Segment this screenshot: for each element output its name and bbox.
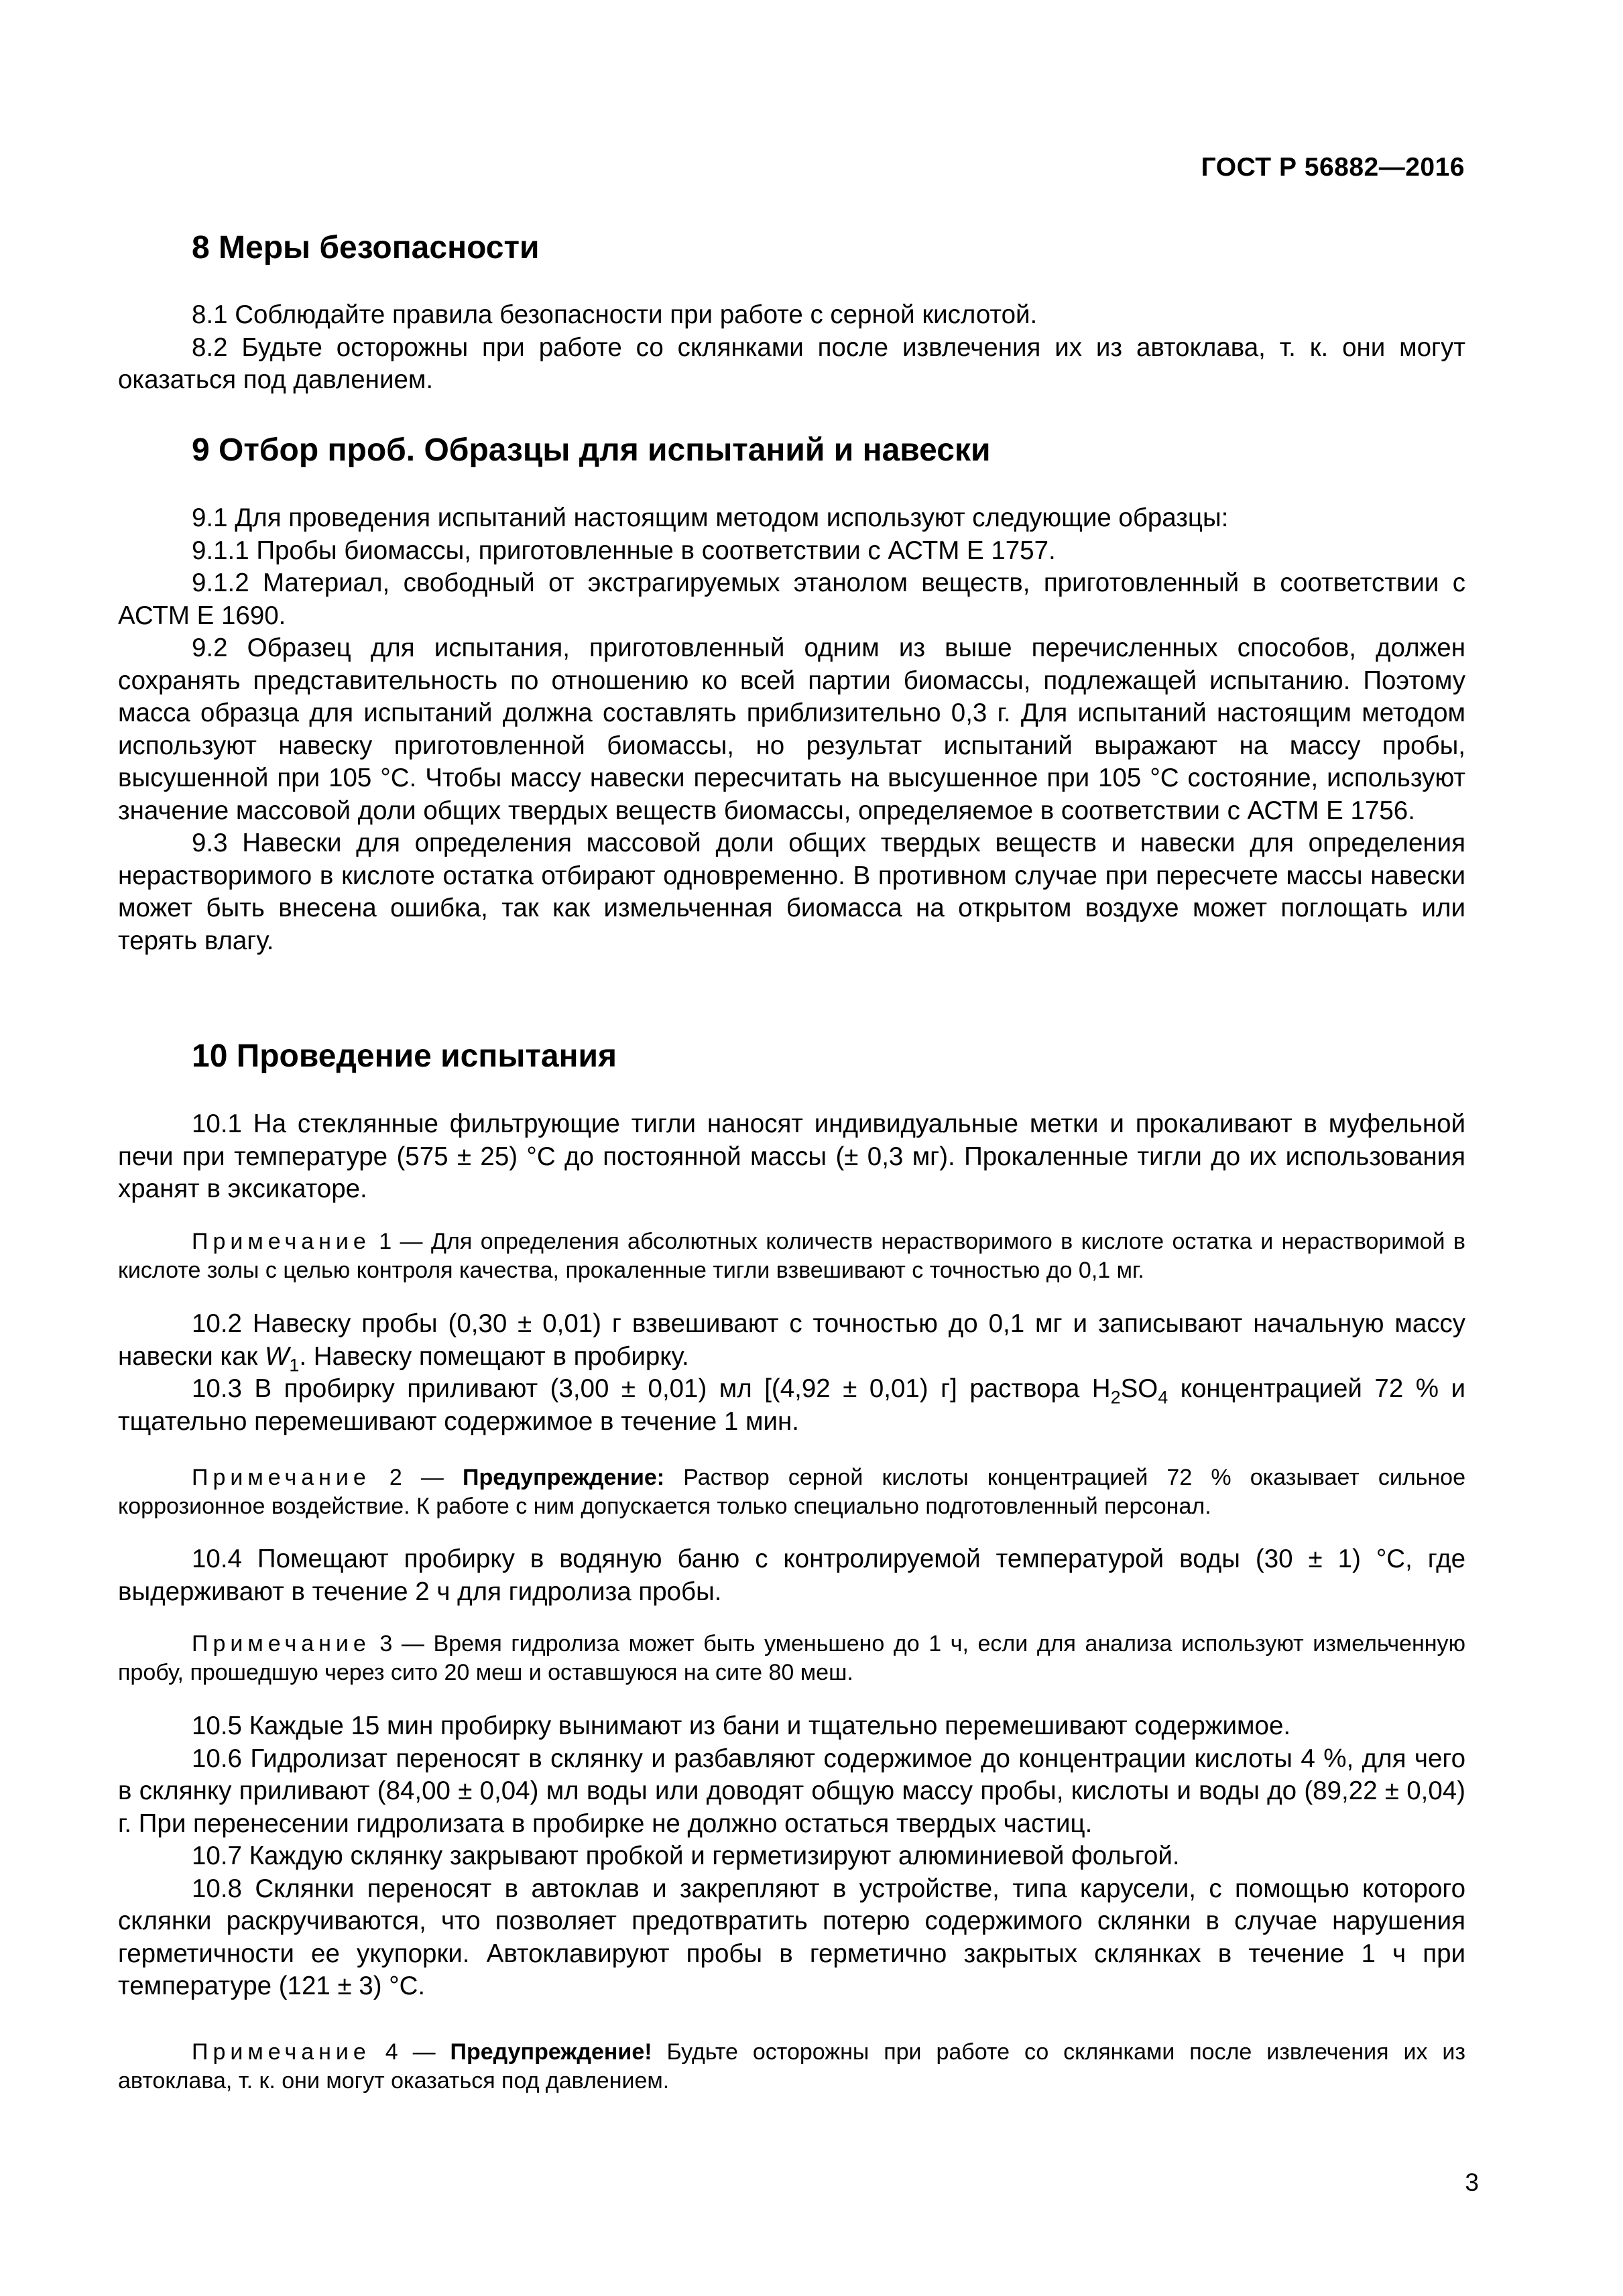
section-9-title: 9 Отбор проб. Образцы для испытаний и навески [192, 432, 991, 468]
section-9 [118, 430, 1465, 471]
paragraph-9-3: 9.3 Навески для определения массовой доли общих твердых веществ и навески для определения нерастворимого в кислоте остатка отбирают одновременно. В противном случае при пересчете массы навески может быть внесена ошибка, так как измельченная биомасса на открытом воздухе может поглощать или терять влагу. [118, 829, 1465, 955]
note-1 [118, 1227, 1465, 1285]
section-8-body [118, 299, 1465, 397]
note-4-warning: Предупреждение! [450, 2039, 652, 2065]
paragraph-8-1: 8.1 Соблюдайте правила безопасности при работе с серной кислотой. [192, 300, 1038, 329]
note-4-label: Примечание [192, 2039, 371, 2065]
paragraph-10-4: 10.4 Помещают пробирку в водяную баню с контролируемой температурой воды (30 ± 1) °С, где выдерживают в течение 2 ч для гидролиза пробы. [118, 1545, 1465, 1606]
section-10 [118, 1036, 1465, 1077]
paragraph-9-1-2: 9.1.2 Материал, свободный от экстрагируемых этанолом веществ, приготовленный в соответствии с АСТМ Е 1690. [118, 568, 1465, 630]
page-number: 3 [1465, 2169, 1479, 2196]
weight-variable: W [265, 1341, 290, 1371]
section-10-title: 10 Проведение испытания [192, 1038, 617, 1074]
document-code: ГОСТ Р 56882—2016 [1201, 153, 1465, 182]
paragraph-10-1: 10.1 На стеклянные фильтрующие тигли наносят индивидуальные метки и прокаливают в муфельной печи при температуре (575 ± 25) °С до постоянной массы (± 0,3 мг). Прокаленные тигли до их использования хранят в эксикаторе. [118, 1109, 1465, 1203]
note-3 [118, 1630, 1465, 1687]
section-8 [118, 228, 1465, 268]
paragraphs-10-5-10-8 [118, 1710, 1465, 2003]
section-8-title: 8 Меры безопасности [192, 230, 540, 265]
note-2-label: Примечание [192, 1465, 371, 1490]
section-10-body [118, 1108, 1465, 1206]
paragraph-10-6: 10.6 Гидролизат переносят в склянку и разбавляют содержимое до концентрации кислоты 4 %, для чего в склянку приливают (84,00 ± 0,04) мл воды или доводят общую массу пробы, кислоты и воды до (89,22 ± 0,04) г. При перенесении гидролизата в пробирке не должно остаться твердых частиц. [118, 1744, 1465, 1838]
paragraph-10-5: 10.5 Каждые 15 мин пробирку вынимают из бани и тщательно перемешивают содержимое. [192, 1711, 1291, 1740]
note-1-label: Примечание [192, 1229, 371, 1254]
paragraph-8-2: 8.2 Будьте осторожны при работе со склянками после извлечения их из автоклава, т. к. они могут оказаться под давлением. [118, 333, 1465, 394]
note-4: Примечание 4 — Предупреждение! Будьте осторожны при работе со склянками после извлечения их из автоклава, т. к. они могут оказаться под давлением. [118, 2039, 1465, 2094]
paragraph-9-1-1: 9.1.1 Пробы биомассы, приготовленные в соответствии с АСТМ Е 1757. [192, 536, 1056, 565]
paragraph-10-2: 10.2 Навеску пробы (0,30 ± 0,01) г взвешивают с точностью до 0,1 мг и записывают начальную массу навески как $W_1$. Навеску помещают в пробирку. [118, 1309, 1465, 1375]
section-9-body [118, 502, 1465, 957]
note-2-warning: Предупреждение: [463, 1465, 665, 1490]
paragraph-10-7: 10.7 Каждую склянку закрывают пробкой и герметизируют алюминиевой фольгой. [192, 1841, 1180, 1870]
note-2: Примечание 2 — Предупреждение: Раствор серной кислоты концентрацией 72 % оказывает сильное коррозионное воздействие. К работе с ним допускается только специально подготовленный персонал. [118, 1465, 1465, 1519]
paragraph-9-1: 9.1 Для проведения испытаний настоящим методом используют следующие образцы: [192, 503, 1229, 532]
paragraph-10-8: 10.8 Склянки переносят в автоклав и закрепляют в устройстве, типа карусели, с помощью которого склянки раскручиваются, что позволяет предотвратить потерю содержимого склянки в случае нарушения герметичности ее укупорки. Автоклавируют пробы в герметично закрытых склянках в течение 1 ч при температуре (121 ± 3) °С. [118, 1874, 1465, 2000]
note-3-label: Примечание [192, 1631, 371, 1656]
paragraph-9-2: 9.2 Образец для испытания, приготовленный одним из выше перечисленных способов, должен сохранять представительность по отношению ко всей партии биомассы, подлежащей испытанию. Поэтому масса образца для испытаний должна составлять приблизительно 0,3 г. Для испытаний настоящим методом используют навеску приготовленной биомассы, но результат испытаний выражают на массу пробы, высушенной при 105 °С. Чтобы массу навески пересчитать на высушенное при 105 °С состояние, используют значение массовой доли общих твердых веществ биомассы, определяемое в соответствии с АСТМ Е 1756. [118, 633, 1465, 825]
note-1-body: 1 — Для определения абсолютных количеств нерастворимого в кислоте остатка и нерастворимой в кислоте золы с целью контроля качества, прокаленные тигли взвешивают с точностью до 0,1 мг. [118, 1229, 1465, 1283]
paragraph-10-3: 10.3 В пробирку приливают (3,00 ± 0,01) мл [(4,92 ± 0,01) г] раствора $H_2SO_4$ концентрацией 72 % и тщательно перемешивают содержимое в течение 1 мин. [118, 1374, 1465, 1436]
paragraphs-10-2-10-3 [118, 1308, 1465, 1438]
paragraph-10-4-block [118, 1543, 1465, 1608]
note-3-body: 3 — Время гидролиза может быть уменьшено до 1 ч, если для анализа используют измельченную пробу, прошедшую через сито 20 меш и оставшуюся на сите 80 меш. [118, 1631, 1465, 1685]
